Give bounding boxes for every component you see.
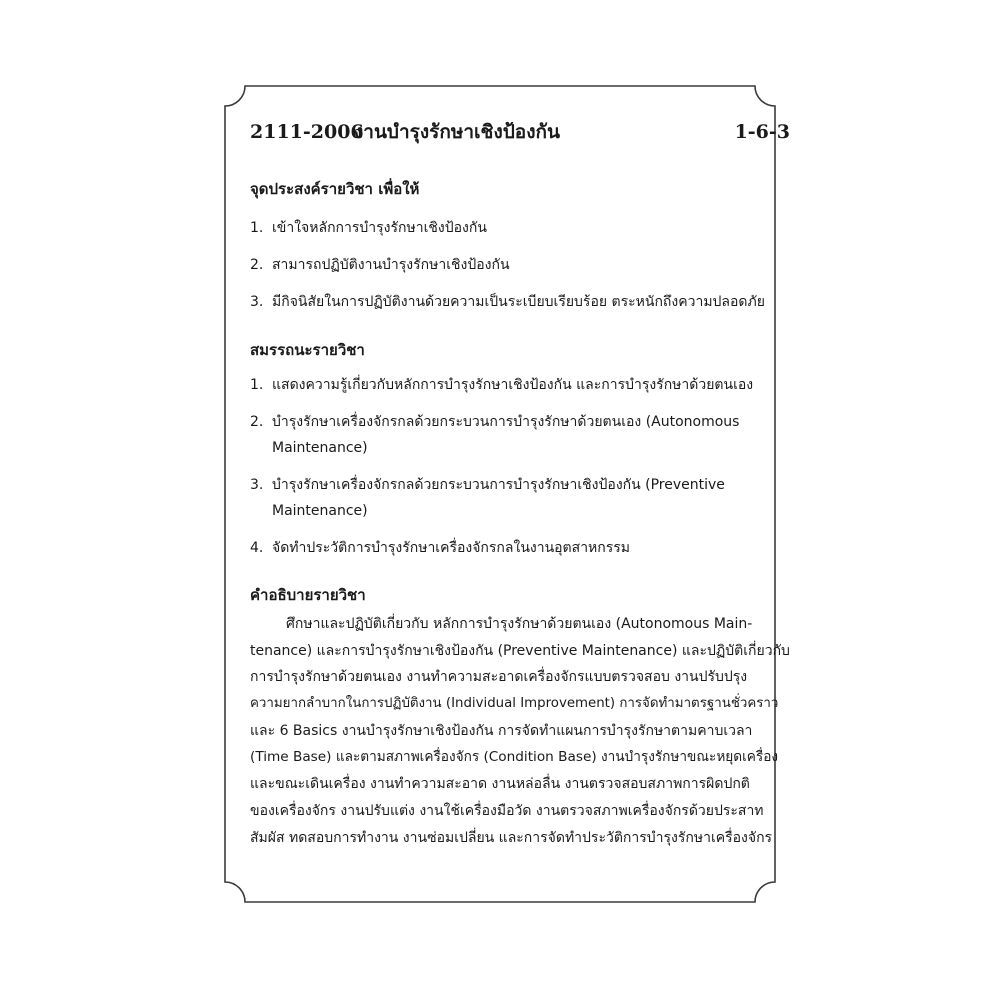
course-title: งานบำรุงรักษาเชิงป้องกัน — [354, 121, 560, 143]
item-text-continuation: Maintenance) — [272, 503, 368, 519]
description-heading: คำอธิบายรายวิชา — [250, 586, 366, 604]
item-text: แสดงความรู้เกี่ยวกับหลักการบำรุงรักษาเชิงป้องกัน และการบำรุงรักษาด้วยตนเอง — [272, 377, 754, 393]
objectives-heading: จุดประสงค์รายวิชา เพื่อให้ — [250, 180, 420, 198]
course-code: 2111-2006 — [250, 121, 364, 143]
item-number: 1. — [250, 220, 264, 236]
item-text: บำรุงรักษาเครื่องจักรกลด้วยกระบวนการบำรุงรักษาด้วยตนเอง (Autonomous — [272, 414, 740, 430]
item-text: สามารถปฏิบัติงานบำรุงรักษาเชิงป้องกัน — [272, 257, 510, 273]
item-text: เข้าใจหลักการบำรุงรักษาเชิงป้องกัน — [272, 220, 487, 236]
description-line: ของเครื่องจักร งานปรับแต่ง งานใช้เครื่องมือวัด งานตรวจสภาพเครื่องจักรด้วยประสาท — [250, 802, 764, 819]
description-line: การบำรุงรักษาด้วยตนเอง งานทำความสะอาดเครื่องจักรแบบตรวจสอบ งานปรับปรุง — [250, 669, 748, 686]
item-number: 2. — [250, 414, 264, 430]
description-line: ความยากลำบากในการปฏิบัติงาน (Individual Improvement) การจัดทำมาตรฐานชั่วคราว — [250, 696, 779, 712]
item-number: 1. — [250, 377, 264, 393]
description-line: tenance) และการบำรุงรักษาเชิงป้องกัน (Preventive Maintenance) และปฏิบัติเกี่ยวกับ — [250, 642, 790, 659]
description-line: สัมผัส ทดสอบการทำงาน งานซ่อมเปลี่ยน และการจัดทำประวัติการบำรุงรักษาเครื่องจักร — [250, 829, 773, 846]
item-text: จัดทำประวัติการบำรุงรักษาเครื่องจักรกลในงานอุตสาหกรรม — [272, 540, 631, 556]
description-line: (Time Base) และตามสภาพเครื่องจักร (Condition Base) งานบำรุงรักษาขณะหยุดเครื่อง — [250, 749, 779, 766]
item-number: 3. — [250, 294, 264, 310]
description-line: และขณะเดินเครื่อง งานทำความสะอาด งานหล่อลื่น งานตรวจสอบสภาพการผิดปกติ — [250, 776, 750, 793]
competencies-heading: สมรรถนะรายวิชา — [250, 341, 365, 359]
item-text-continuation: Maintenance) — [272, 440, 368, 456]
description-body — [250, 611, 790, 851]
item-number: 3. — [250, 477, 264, 493]
item-number: 2. — [250, 257, 264, 273]
item-number: 4. — [250, 540, 264, 556]
course-header — [250, 112, 790, 152]
course-credits: 1-6-3 — [734, 121, 790, 143]
item-text: มีกิจนิสัยในการปฏิบัติงานด้วยความเป็นระเบียบเรียบร้อย ตระหนักถึงความปลอดภัย — [272, 294, 765, 310]
description-line: และ 6 Basics งานบำรุงรักษาเชิงป้องกัน การจัดทำแผนการบำรุงรักษาตามคาบเวลา — [250, 722, 753, 739]
item-text: บำรุงรักษาเครื่องจักรกลด้วยกระบวนการบำรุงรักษาเชิงป้องกัน (Preventive — [272, 477, 725, 493]
description-line: ศึกษาและปฏิบัติเกี่ยวกับ หลักการบำรุงรักษาด้วยตนเอง (Autonomous Main- — [286, 616, 753, 632]
